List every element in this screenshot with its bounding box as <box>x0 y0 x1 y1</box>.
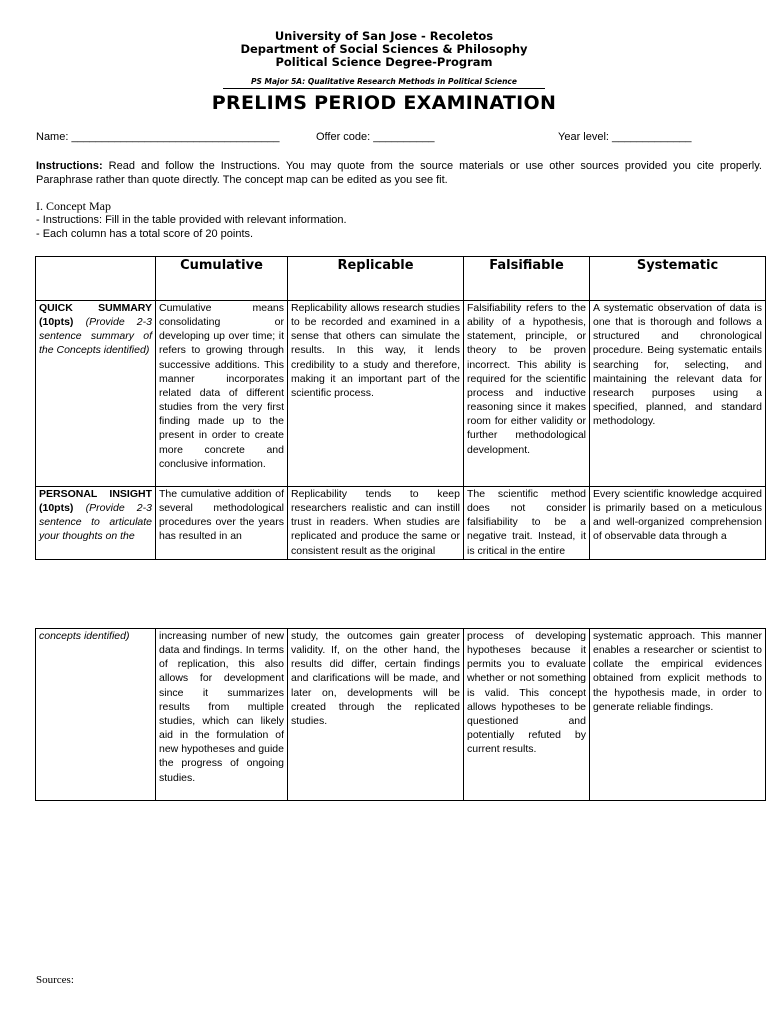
table-cell[interactable]: Cumulative means consolidating or developing up over time; it refers to growing through successive additions. This manner incorporates related data of different studies from the very first finding made up to the present in order to create more concrete and conclusive information. <box>156 301 288 487</box>
table-header-row <box>36 257 766 301</box>
table-cell[interactable]: A systematic observation of data is one that is thorough and follows a structured and chronological procedure. Being systematic entails searching for, selecting, and maintaining the relevant data for research purposes using a specified, planned, and standard methodology. <box>590 301 766 487</box>
table-row <box>36 301 766 487</box>
exam-title: PRELIMS PERIOD EXAMINATION <box>211 92 557 114</box>
table-cell[interactable]: Falsifiability refers to the ability of a hypothesis, statement, principle, or theory to be proven incorrect. This ability is required for the scientific process and inductive reasoning since it makes room for either validity or further methodological development. <box>464 301 590 487</box>
university-name: University of San Jose - Recoletos <box>274 29 494 43</box>
table-cell[interactable]: study, the outcomes gain greater validity. If, on the other hand, the results did differ, certain findings and clarifications will be made, and later on, developments will be created through the replicated studies. <box>288 629 464 801</box>
department-name: Department of Social Sciences & Philosophy <box>240 42 528 56</box>
table-cell[interactable]: The cumulative addition of several methodological procedures over the years has resulted in an <box>156 487 288 560</box>
concept-map-table-continued <box>35 628 766 801</box>
table-cell[interactable]: Every scientific knowledge acquired is primarily based on a meticulous and well-organized comprehension of observable data through a <box>590 487 766 560</box>
table-cell[interactable]: increasing number of new data and findings. In terms of replication, this also allows for development since it summarizes results from multiple studies, which can likely aid in the formulation of new hypotheses and guide the progress of ongoing studies. <box>156 629 288 801</box>
section-title: I. Concept Map <box>36 199 111 213</box>
offer-code-field[interactable]: Offer code: __________ <box>316 131 435 143</box>
section-instruction-1: - Instructions: Fill in the table provided with relevant information. <box>36 214 347 226</box>
corner-cell <box>36 257 156 301</box>
table-cell[interactable]: Replicability allows research studies to be recorded and examined in a sense that others can simulate the results. In this way, it lends credibility to a study and therefore, making it an important part of the scientific process. <box>288 301 464 487</box>
table-cell[interactable]: process of developing hypotheses because it permits you to evaluate whether or not something is valid. This concept allows hypotheses to be questioned and potentially refuted by current results. <box>464 629 590 801</box>
table-row <box>36 487 766 560</box>
table-cell[interactable]: systematic approach. This manner enables a researcher or scientist to collate the empirical evidences obtained from explicit methods to the hypothesis made, in order to generate reliable findings. <box>590 629 766 801</box>
document-header <box>0 30 768 89</box>
column-header: Replicable <box>288 257 464 301</box>
row-header-title: PERSONAL INSIGHT (10pts) <box>39 488 152 515</box>
row-header-title: QUICK SUMMARY (10pts) <box>39 302 152 329</box>
table-row <box>36 629 766 801</box>
column-header: Falsifiable <box>464 257 590 301</box>
course-name: PS Major 5A: Qualitative Research Methods in Political Science <box>223 77 545 89</box>
instructions-label: Instructions: <box>36 160 103 172</box>
sources-label: Sources: <box>36 974 74 986</box>
instructions-paragraph <box>36 159 762 187</box>
column-header: Cumulative <box>156 257 288 301</box>
row-header-quick-summary <box>36 301 156 487</box>
row-header-description: (Provide 2-3 sentence to articulate your thoughts on the <box>39 502 152 543</box>
instructions-text: Read and follow the Instructions. You may quote from the source materials or use other sources provided you cite properly. Paraphrase rather than quote directly. The concept map can be edited as you see fit. <box>36 160 762 186</box>
column-header: Systematic <box>590 257 766 301</box>
concept-map-table <box>35 256 766 560</box>
table-cell[interactable]: Replicability tends to keep researchers realistic and can instill trust in readers. When studies are replicated and produce the same or consistent result as the original <box>288 487 464 560</box>
row-header-description: (Provide 2-3 sentence summary of the Concepts identified) <box>39 316 152 357</box>
section-instruction-2: - Each column has a total score of 20 points. <box>36 228 254 240</box>
name-field[interactable]: Name: __________________________________ <box>36 131 280 143</box>
year-level-field[interactable]: Year level: _____________ <box>558 131 692 143</box>
row-header-continued <box>36 629 156 801</box>
row-header-personal-insight <box>36 487 156 560</box>
row-header-description: concepts identified) <box>39 630 130 642</box>
program-name: Political Science Degree-Program <box>275 55 493 69</box>
table-cell[interactable]: The scientific method does not consider falsifiability to be a negative trait. Instead, it is critical in the entire <box>464 487 590 560</box>
